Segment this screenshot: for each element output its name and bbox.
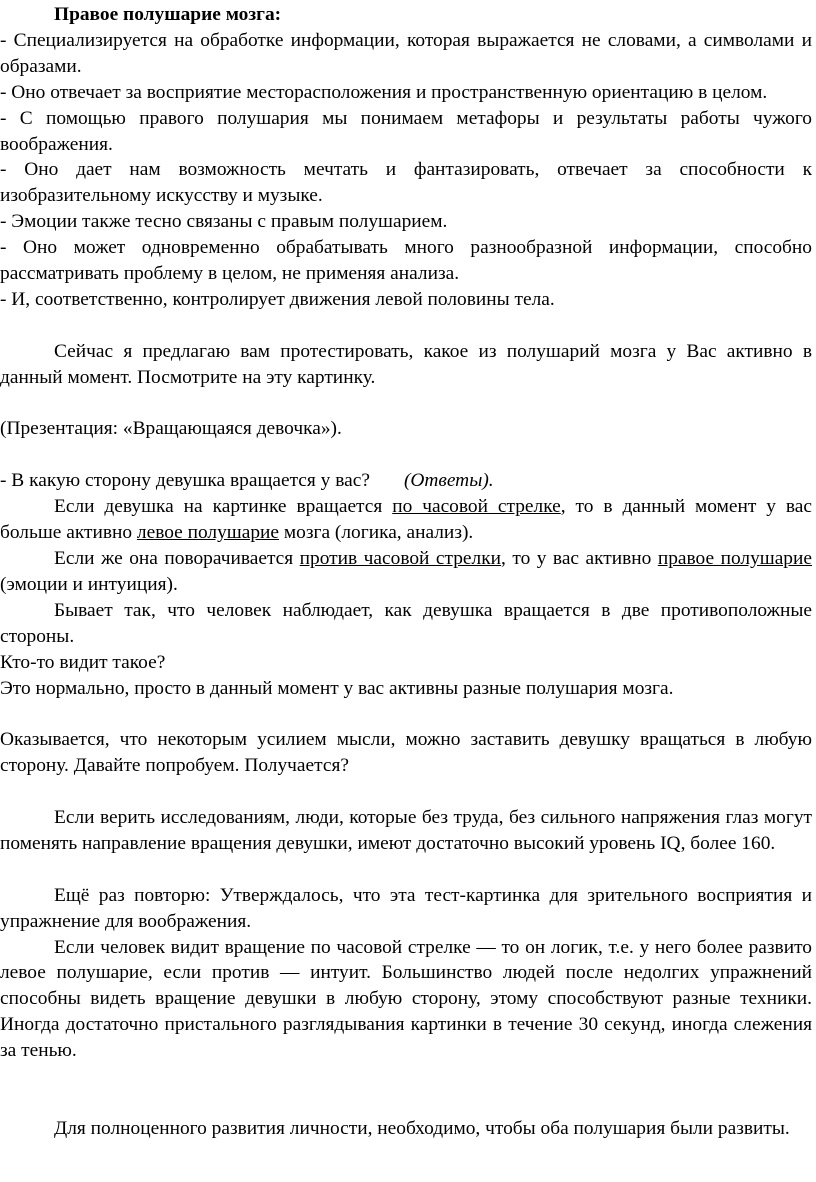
bullet-item: - Оно отвечает за восприятие месторасположения и пространственную ориентацию в целом. xyxy=(0,81,768,103)
both-directions-paragraph: Бывает так, что человек наблюдает, как девушка вращается в две противоположные стороны. xyxy=(0,599,812,647)
effort-paragraph: Оказывается, что некоторым усилием мысли, можно заставить девушку вращаться в любую сторону. Давайте попробуем. Получается? xyxy=(0,729,812,777)
bullet-item: - Специализируется на обработке информации, которая выражается не словами, а символами и образами. xyxy=(0,29,812,77)
clockwise-text-1: Если девушка на картинке вращается xyxy=(54,496,393,518)
bullet-item: - Оно дает нам возможность мечтать и фантазировать, отвечает за способности к изобразительному искусству и музыке. xyxy=(0,159,812,207)
section-title: Правое полушарие мозга: xyxy=(54,4,282,25)
bullet-item: - Оно может одновременно обрабатывать много разнообразной информации, способно рассматривать проблему в целом, не применяя анализа. xyxy=(0,237,812,285)
counter-text-1: Если же она поворачивается xyxy=(54,547,300,569)
question-text: - В какую сторону девушка вращается у вас? xyxy=(0,470,370,492)
counter-text-2: , то у вас активно xyxy=(501,547,658,569)
paragraph-gap xyxy=(0,779,812,805)
counter-underlined-2: правое полушарие xyxy=(657,547,812,569)
intro-paragraph: Сейчас я предлагаю вам протестировать, какое из полушарий мозга у Вас активно в данный момент. Посмотрите на эту картинку. xyxy=(0,340,812,388)
counter-text-3: (эмоции и интуиция). xyxy=(0,573,178,595)
logic-paragraph: Если человек видит вращение по часовой стрелке — то он логик, т.е. у него более развито левое полушарие, если против — интуит. Большинство людей после недолгих упражнений способны видеть вращение девушки в любую сторону, этому способствуют разные техники. Иногда достаточно пристального разглядывания картинки в течение 30 секунд, иногда слежения за тенью. xyxy=(0,936,812,1062)
conclusion-paragraph: Для полноценного развития личности, необходимо, чтобы оба полушария были развиты. xyxy=(54,1117,790,1139)
paragraph-gap xyxy=(0,313,812,339)
clockwise-paragraph xyxy=(0,494,812,546)
bullet-item: - С помощью правого полушария мы понимаем метафоры и результаты работы чужого воображения. xyxy=(0,107,812,155)
repeat-paragraph: Ещё раз повторю: Утверждалось, что эта тест-картинка для зрительного восприятия и упражнение для воображения. xyxy=(0,884,812,932)
counter-underlined-1: против часовой стрелки xyxy=(299,547,502,569)
iq-paragraph: Если верить исследованиям, люди, которые без труда, без сильного напряжения глаз могут поменять направление вращения девушки, имеют достаточно высокий уровень IQ, более 160. xyxy=(0,807,812,854)
clockwise-text-2: , то в данный момент у вас больше активно xyxy=(0,496,812,544)
paragraph-gap xyxy=(0,391,812,417)
counter-paragraph xyxy=(0,546,812,598)
paragraph-gap xyxy=(0,442,812,468)
question-line xyxy=(0,468,812,494)
paragraph-gap xyxy=(0,701,812,727)
normal-line: Это нормально, просто в данный момент у вас активны разные полушария мозга. xyxy=(0,677,674,699)
paragraph-gap xyxy=(0,857,812,883)
presentation-note: (Презентация: «Вращающаяся девочка»). xyxy=(0,418,342,440)
answers-note: (Ответы). xyxy=(403,470,494,492)
paragraph-gap xyxy=(0,1090,812,1116)
clockwise-text-3: мозга (логика, анализ). xyxy=(279,522,474,544)
who-line: Кто-то видит такое? xyxy=(0,651,166,673)
clockwise-underlined-2: левое полушарие xyxy=(136,522,280,544)
bullet-item: - Эмоции также тесно связаны с правым полушарием. xyxy=(0,211,448,233)
bullet-item: - И, соответственно, контролирует движения левой половины тела. xyxy=(0,288,555,310)
clockwise-underlined-1: по часовой стрелке xyxy=(392,496,561,518)
paragraph-gap xyxy=(0,1064,812,1090)
